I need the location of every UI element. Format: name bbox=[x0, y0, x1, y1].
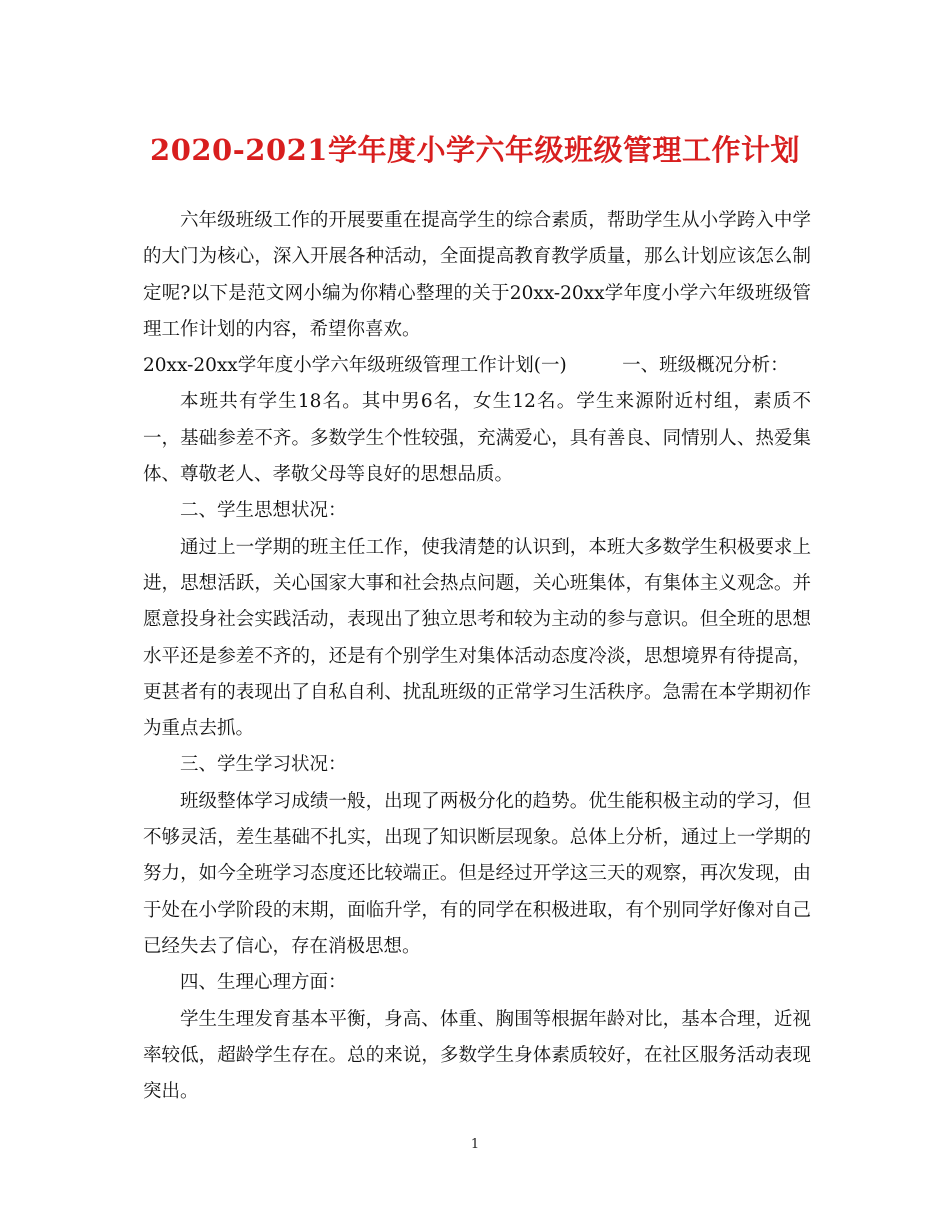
section-heading-thinking: 二、学生思想状况： bbox=[180, 500, 347, 522]
learning-paragraph: 班级整体学习成绩一般，出现了两极分化的趋势。优生能积极主动的学习，但不够灵活，差生基础不扎实，出现了知识断层现象。总体上分析，通过上一学期的努力，如今全班学习态度还比较端正。但是经过开学这三天的观察，再次发现，由于处在小学阶段的末期，面临升学，有的同学在积极进取，有个别同学好像对自己已经失去了信心，存在消极思想。 bbox=[143, 790, 811, 957]
page-number: 1 bbox=[470, 1137, 480, 1152]
section-heading-physiology: 四、生理心理方面： bbox=[180, 972, 347, 994]
document-body bbox=[143, 203, 811, 1110]
class-overview-paragraph: 本班共有学生18名。其中男6名，女生12名。学生来源附近村组，素质不一，基础参差不齐。多数学生个性较强，充满爱心，具有善良、同情别人、热爱集体、尊敬老人、孝敬父母等良好的思想品质。 bbox=[143, 391, 811, 486]
thinking-paragraph: 通过上一学期的班主任工作，使我清楚的认识到，本班大多数学生积极要求上进，思想活跃，关心国家大事和社会热点问题，关心班集体，有集体主义观念。并愿意投身社会实践活动，表现出了独立思考和较为主动的参与意识。但全班的思想水平还是参差不齐的，还是有个别学生对集体活动态度冷淡，思想境界有待提高，更甚者有的表现出了自私自利、扰乱班级的正常学习生活秩序。急需在本学期初作为重点去抓。 bbox=[143, 536, 811, 740]
intro-paragraph: 六年级班级工作的开展要重在提高学生的综合素质，帮助学生从小学跨入中学的大门为核心，深入开展各种活动，全面提高教育教学质量，那么计划应该怎么制定呢?以下是范文网小编为你精心整理的关于20xx-20xx学年度小学六年级班级管理工作计划的内容，希望你喜欢。 bbox=[143, 210, 811, 340]
plan-subtitle-line: 20xx-20xx学年度小学六年级班级管理工作计划(一) 一、班级概况分析： bbox=[143, 355, 789, 377]
physiology-paragraph: 学生生理发育基本平衡，身高、体重、胸围等根据年龄对比，基本合理，近视率较低，超龄学生存在。总的来说，多数学生身体素质较好，在社区服务活动表现突出。 bbox=[143, 1008, 811, 1103]
section-heading-learning: 三、学生学习状况： bbox=[180, 754, 347, 776]
document-title: 2020-2021学年度小学六年级班级管理工作计划 bbox=[150, 133, 800, 167]
